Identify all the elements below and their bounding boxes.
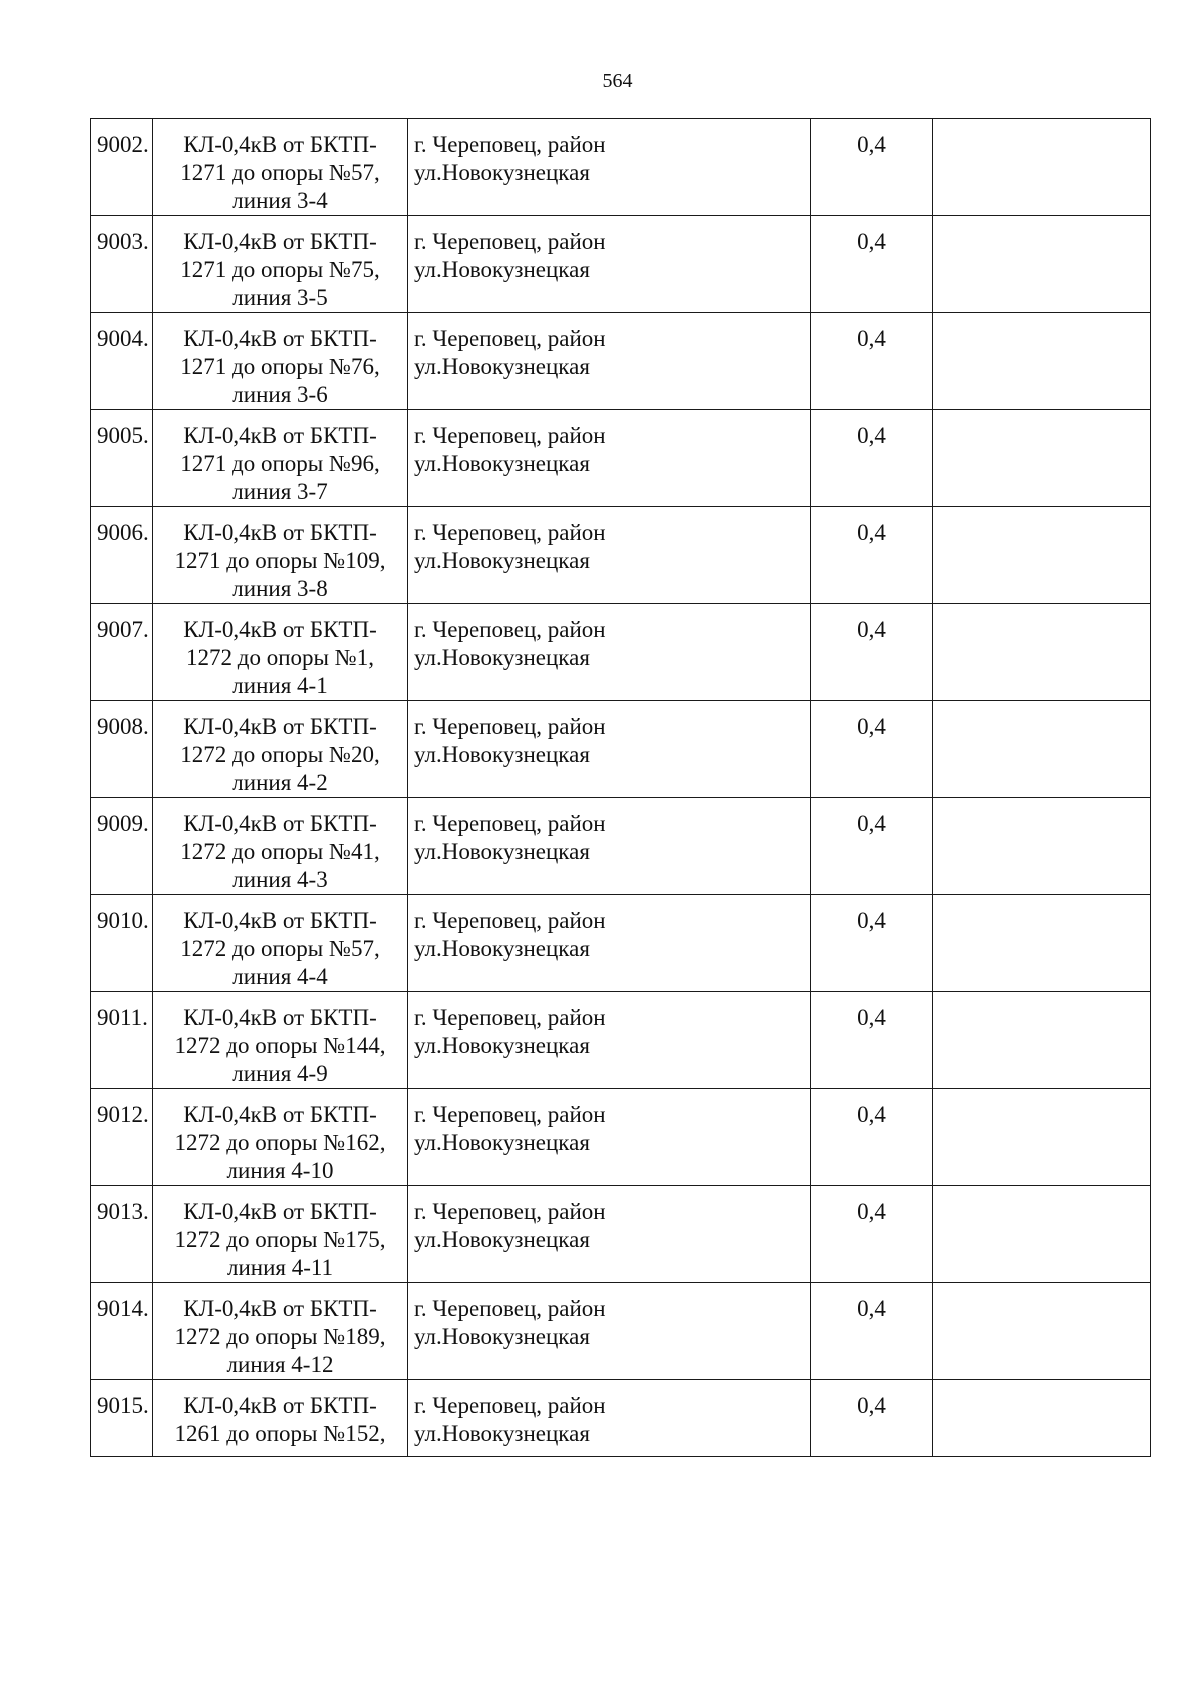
cable-line-name-text: 1271 до опоры №57, (180, 160, 380, 185)
address-text: ул.Новокузнецкая (414, 1130, 590, 1155)
row-number-cell: 9003. (91, 216, 153, 313)
row-number-cell: 9015. (91, 1380, 153, 1457)
registry-table-body (91, 119, 1151, 1457)
row-number-cell: 9013. (91, 1186, 153, 1283)
cable-line-name-text: КЛ-0,4кВ от БКТП- (183, 520, 377, 545)
cable-line-name-text: линия 4-12 (226, 1352, 334, 1377)
address-text: ул.Новокузнецкая (414, 257, 590, 282)
voltage-cell: 0,4 (811, 1186, 933, 1283)
cable-line-name-text: КЛ-0,4кВ от БКТП- (183, 908, 377, 933)
voltage-cell: 0,4 (811, 701, 933, 798)
empty-cell (933, 701, 1151, 798)
address-cell (408, 313, 811, 410)
table-row (91, 1089, 1151, 1186)
cable-line-name-cell (153, 992, 408, 1089)
cable-line-name-text: линия 4-4 (232, 964, 328, 989)
empty-cell (933, 895, 1151, 992)
cable-line-name-text: 1272 до опоры №144, (174, 1033, 386, 1058)
address-text: ул.Новокузнецкая (414, 451, 590, 476)
voltage-cell: 0,4 (811, 992, 933, 1089)
voltage-cell: 0,4 (811, 895, 933, 992)
cable-line-name-text: 1271 до опоры №96, (180, 451, 380, 476)
row-number-cell: 9006. (91, 507, 153, 604)
row-number-cell: 9002. (91, 119, 153, 216)
empty-cell (933, 119, 1151, 216)
cable-line-name-cell (153, 604, 408, 701)
cable-line-name-text: линия 3-6 (232, 382, 328, 407)
cable-line-name-text: 1271 до опоры №109, (174, 548, 386, 573)
row-number-cell: 9009. (91, 798, 153, 895)
address-cell (408, 895, 811, 992)
address-text: г. Череповец, район (414, 423, 606, 448)
voltage-cell: 0,4 (811, 1089, 933, 1186)
table-row (91, 895, 1151, 992)
address-text: г. Череповец, район (414, 1102, 606, 1127)
table-row (91, 1283, 1151, 1380)
address-cell (408, 507, 811, 604)
voltage-cell: 0,4 (811, 313, 933, 410)
voltage-cell: 0,4 (811, 507, 933, 604)
address-text: г. Череповец, район (414, 811, 606, 836)
cable-line-name-text: 1271 до опоры №75, (180, 257, 380, 282)
address-text: ул.Новокузнецкая (414, 1033, 590, 1058)
address-text: г. Череповец, район (414, 1393, 606, 1418)
cable-line-name-text: 1272 до опоры №189, (174, 1324, 386, 1349)
address-text: г. Череповец, район (414, 520, 606, 545)
address-text: г. Череповец, район (414, 326, 606, 351)
row-number-cell: 9007. (91, 604, 153, 701)
address-cell (408, 410, 811, 507)
registry-table (90, 118, 1151, 1457)
cable-line-name-text: линия 3-4 (232, 188, 328, 213)
table-row (91, 992, 1151, 1089)
empty-cell (933, 798, 1151, 895)
row-number-cell: 9014. (91, 1283, 153, 1380)
cable-line-name-text: линия 4-2 (232, 770, 328, 795)
table-row (91, 119, 1151, 216)
address-cell (408, 1089, 811, 1186)
address-text: ул.Новокузнецкая (414, 645, 590, 670)
address-text: ул.Новокузнецкая (414, 742, 590, 767)
cable-line-name-text: 1272 до опоры №57, (180, 936, 380, 961)
address-text: ул.Новокузнецкая (414, 1227, 590, 1252)
cable-line-name-text: 1272 до опоры №162, (174, 1130, 386, 1155)
voltage-cell: 0,4 (811, 119, 933, 216)
row-number-cell: 9005. (91, 410, 153, 507)
cable-line-name-cell (153, 701, 408, 798)
cable-line-name-cell (153, 798, 408, 895)
cable-line-name-text: линия 4-9 (232, 1061, 328, 1086)
cable-line-name-text: КЛ-0,4кВ от БКТП- (183, 1199, 377, 1224)
cable-line-name-text: КЛ-0,4кВ от БКТП- (183, 714, 377, 739)
cable-line-name-text: линия 3-5 (232, 285, 328, 310)
voltage-cell: 0,4 (811, 1283, 933, 1380)
voltage-cell: 0,4 (811, 410, 933, 507)
address-text: ул.Новокузнецкая (414, 1421, 590, 1446)
empty-cell (933, 992, 1151, 1089)
empty-cell (933, 1186, 1151, 1283)
table-row (91, 1186, 1151, 1283)
address-text: г. Череповец, район (414, 1005, 606, 1030)
address-cell (408, 1380, 811, 1457)
row-number-cell: 9008. (91, 701, 153, 798)
cable-line-name-text: КЛ-0,4кВ от БКТП- (183, 1393, 377, 1418)
cable-line-name-cell (153, 1186, 408, 1283)
address-cell (408, 119, 811, 216)
row-number-cell: 9012. (91, 1089, 153, 1186)
table-row (91, 313, 1151, 410)
cable-line-name-text: 1272 до опоры №41, (180, 839, 380, 864)
address-text: ул.Новокузнецкая (414, 548, 590, 573)
address-cell (408, 1283, 811, 1380)
address-cell (408, 604, 811, 701)
table-row (91, 507, 1151, 604)
address-text: ул.Новокузнецкая (414, 1324, 590, 1349)
cable-line-name-cell (153, 1089, 408, 1186)
cable-line-name-text: КЛ-0,4кВ от БКТП- (183, 1296, 377, 1321)
cable-line-name-text: линия 4-3 (232, 867, 328, 892)
address-cell (408, 798, 811, 895)
row-number-cell: 9004. (91, 313, 153, 410)
cable-line-name-text: 1271 до опоры №76, (180, 354, 380, 379)
empty-cell (933, 1089, 1151, 1186)
empty-cell (933, 216, 1151, 313)
cable-line-name-text: 1272 до опоры №175, (174, 1227, 386, 1252)
address-text: г. Череповец, район (414, 617, 606, 642)
address-text: ул.Новокузнецкая (414, 839, 590, 864)
cable-line-name-text: 1272 до опоры №1, (186, 645, 374, 670)
voltage-cell: 0,4 (811, 216, 933, 313)
empty-cell (933, 410, 1151, 507)
empty-cell (933, 313, 1151, 410)
table-row (91, 1380, 1151, 1457)
row-number-cell: 9011. (91, 992, 153, 1089)
cable-line-name-cell (153, 895, 408, 992)
cable-line-name-text: 1261 до опоры №152, (174, 1421, 386, 1446)
address-cell (408, 1186, 811, 1283)
empty-cell (933, 507, 1151, 604)
cable-line-name-cell (153, 507, 408, 604)
cable-line-name-text: линия 4-10 (226, 1158, 334, 1183)
address-cell (408, 216, 811, 313)
page-number: 564 (602, 70, 633, 92)
address-cell (408, 701, 811, 798)
cable-line-name-cell (153, 410, 408, 507)
cable-line-name-text: КЛ-0,4кВ от БКТП- (183, 132, 377, 157)
table-row (91, 701, 1151, 798)
address-text: ул.Новокузнецкая (414, 160, 590, 185)
cable-line-name-text: КЛ-0,4кВ от БКТП- (183, 1102, 377, 1127)
address-cell (408, 992, 811, 1089)
cable-line-name-text: линия 4-11 (226, 1255, 334, 1280)
cable-line-name-text: КЛ-0,4кВ от БКТП- (183, 229, 377, 254)
address-text: г. Череповец, район (414, 908, 606, 933)
table-row (91, 604, 1151, 701)
address-text: г. Череповец, район (414, 1199, 606, 1224)
cable-line-name-cell (153, 119, 408, 216)
cable-line-name-cell (153, 1283, 408, 1380)
address-text: ул.Новокузнецкая (414, 936, 590, 961)
cable-line-name-cell (153, 216, 408, 313)
address-text: г. Череповец, район (414, 132, 606, 157)
table-row (91, 798, 1151, 895)
cable-line-name-text: КЛ-0,4кВ от БКТП- (183, 423, 377, 448)
table-row (91, 216, 1151, 313)
empty-cell (933, 604, 1151, 701)
empty-cell (933, 1283, 1151, 1380)
cable-line-name-text: КЛ-0,4кВ от БКТП- (183, 617, 377, 642)
voltage-cell: 0,4 (811, 604, 933, 701)
cable-line-name-text: 1272 до опоры №20, (180, 742, 380, 767)
cable-line-name-text: линия 4-1 (232, 673, 328, 698)
cable-line-name-cell (153, 1380, 408, 1457)
voltage-cell: 0,4 (811, 798, 933, 895)
cable-line-name-cell (153, 313, 408, 410)
row-number-cell: 9010. (91, 895, 153, 992)
address-text: г. Череповец, район (414, 1296, 606, 1321)
cable-line-name-text: линия 3-7 (232, 479, 328, 504)
cable-line-name-text: КЛ-0,4кВ от БКТП- (183, 1005, 377, 1030)
cable-line-name-text: КЛ-0,4кВ от БКТП- (183, 811, 377, 836)
address-text: г. Череповец, район (414, 714, 606, 739)
cable-line-name-text: КЛ-0,4кВ от БКТП- (183, 326, 377, 351)
address-text: г. Череповец, район (414, 229, 606, 254)
empty-cell (933, 1380, 1151, 1457)
cable-line-name-text: линия 3-8 (232, 576, 328, 601)
voltage-cell: 0,4 (811, 1380, 933, 1457)
address-text: ул.Новокузнецкая (414, 354, 590, 379)
table-row (91, 410, 1151, 507)
